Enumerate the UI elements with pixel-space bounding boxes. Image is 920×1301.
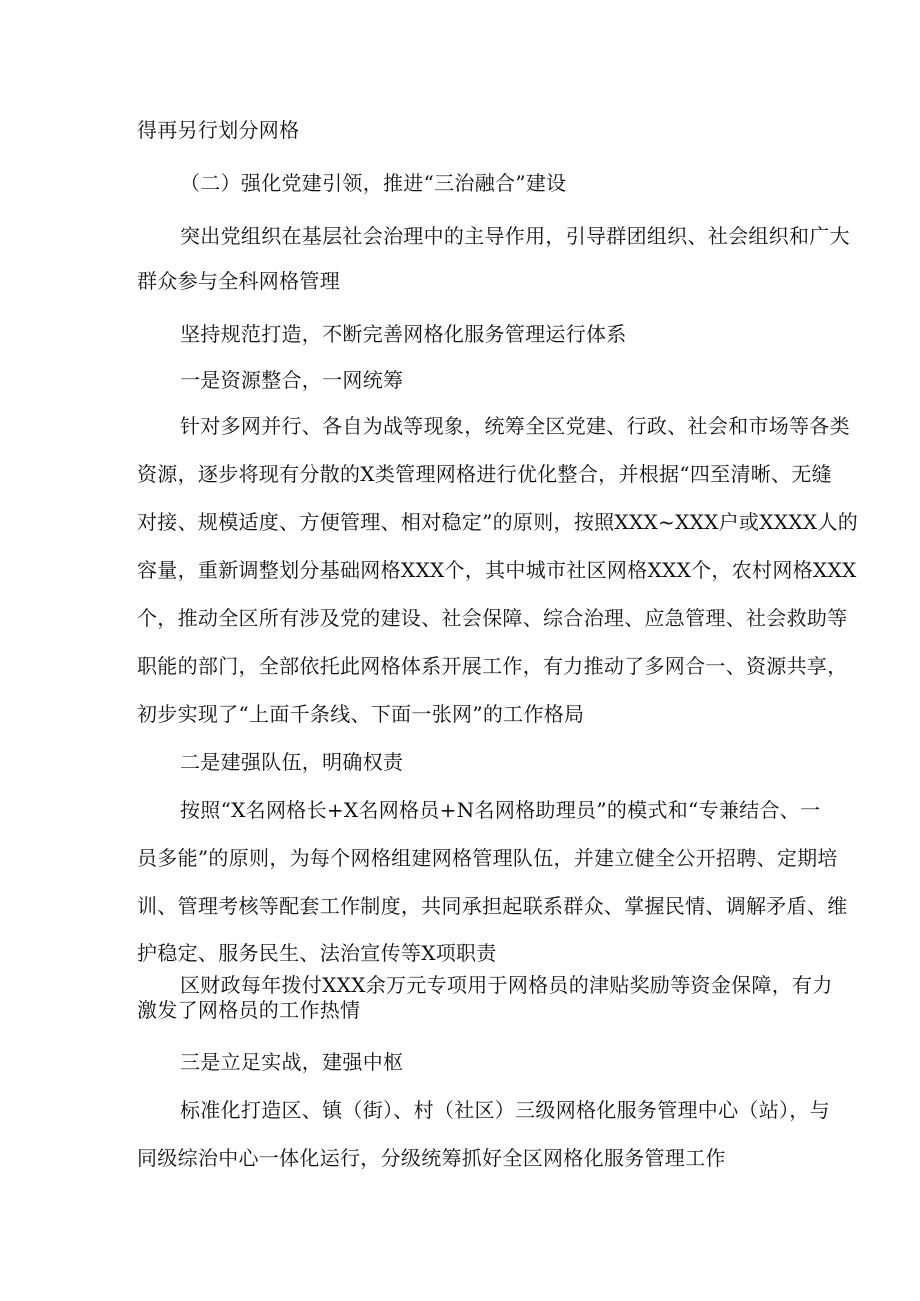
paragraph-line: 群众参与全科网格管理 (137, 269, 340, 293)
paragraph-line: 按照“X名网格长+X名网格员+N名网格助理员”的模式和“专兼结合、一 (180, 798, 821, 822)
paragraph-line: 容量，重新调整划分基础网格XXX个，其中城市社区网格XXX个，农村网格XXX (137, 558, 857, 582)
subheading: 二是建强队伍，明确权责 (180, 750, 404, 774)
paragraph-line: 对接、规模适度、方便管理、相对稳定”的原则，按照XXX~XXX户或XXXX人的 (137, 510, 859, 534)
subheading: 三是立足实战，建强中枢 (180, 1050, 404, 1074)
paragraph-line: 突出党组织在基层社会治理中的主导作用，引导群团组织、社会组织和广大 (180, 224, 850, 248)
paragraph-line: 区财政每年拨付XXX余万元专项用于网格员的津贴奖励等资金保障，有力 (180, 973, 833, 997)
section-heading: （二）强化党建引领，推进“三治融合”建设 (180, 171, 567, 195)
paragraph-line: 护稳定、服务民生、法治宣传等X项职责 (137, 941, 497, 965)
paragraph-line: 标准化打造区、镇（街）、村（社区）三级网格化服务管理中心（站），与 (180, 1098, 830, 1122)
paragraph-line: 资源，逐步将现有分散的X类管理网格进行优化整合，并根据“四至清晰、无缝 (137, 462, 832, 486)
text-line-continuation: 得再另行划分网格 (137, 118, 300, 142)
paragraph-line: 坚持规范打造，不断完善网格化服务管理运行体系 (180, 322, 627, 346)
paragraph-line: 个，推动全区所有涉及党的建设、社会保障、综合治理、应急管理、社会救助等 (137, 606, 848, 630)
paragraph-line: 激发了网格员的工作热情 (137, 998, 361, 1022)
paragraph-line: 初步实现了“上面千条线、下面一张网”的工作格局 (137, 702, 585, 726)
paragraph-line: 员多能”的原则，为每个网格组建网格管理队伍，并建立健全公开招聘、定期培 (137, 846, 838, 870)
paragraph-line: 同级综治中心一体化运行，分级统筹抓好全区网格化服务管理工作 (137, 1146, 726, 1170)
paragraph-line: 针对多网并行、各自为战等现象，统筹全区党建、行政、社会和市场等各类 (180, 414, 850, 438)
paragraph-line: 职能的部门，全部依托此网格体系开展工作，有力推动了多网合一、资源共享， (137, 654, 848, 678)
paragraph-line: 训、管理考核等配套工作制度，共同承担起联系群众、掌握民情、调解矛盾、维 (137, 894, 848, 918)
subheading: 一是资源整合，一网统筹 (180, 368, 404, 392)
